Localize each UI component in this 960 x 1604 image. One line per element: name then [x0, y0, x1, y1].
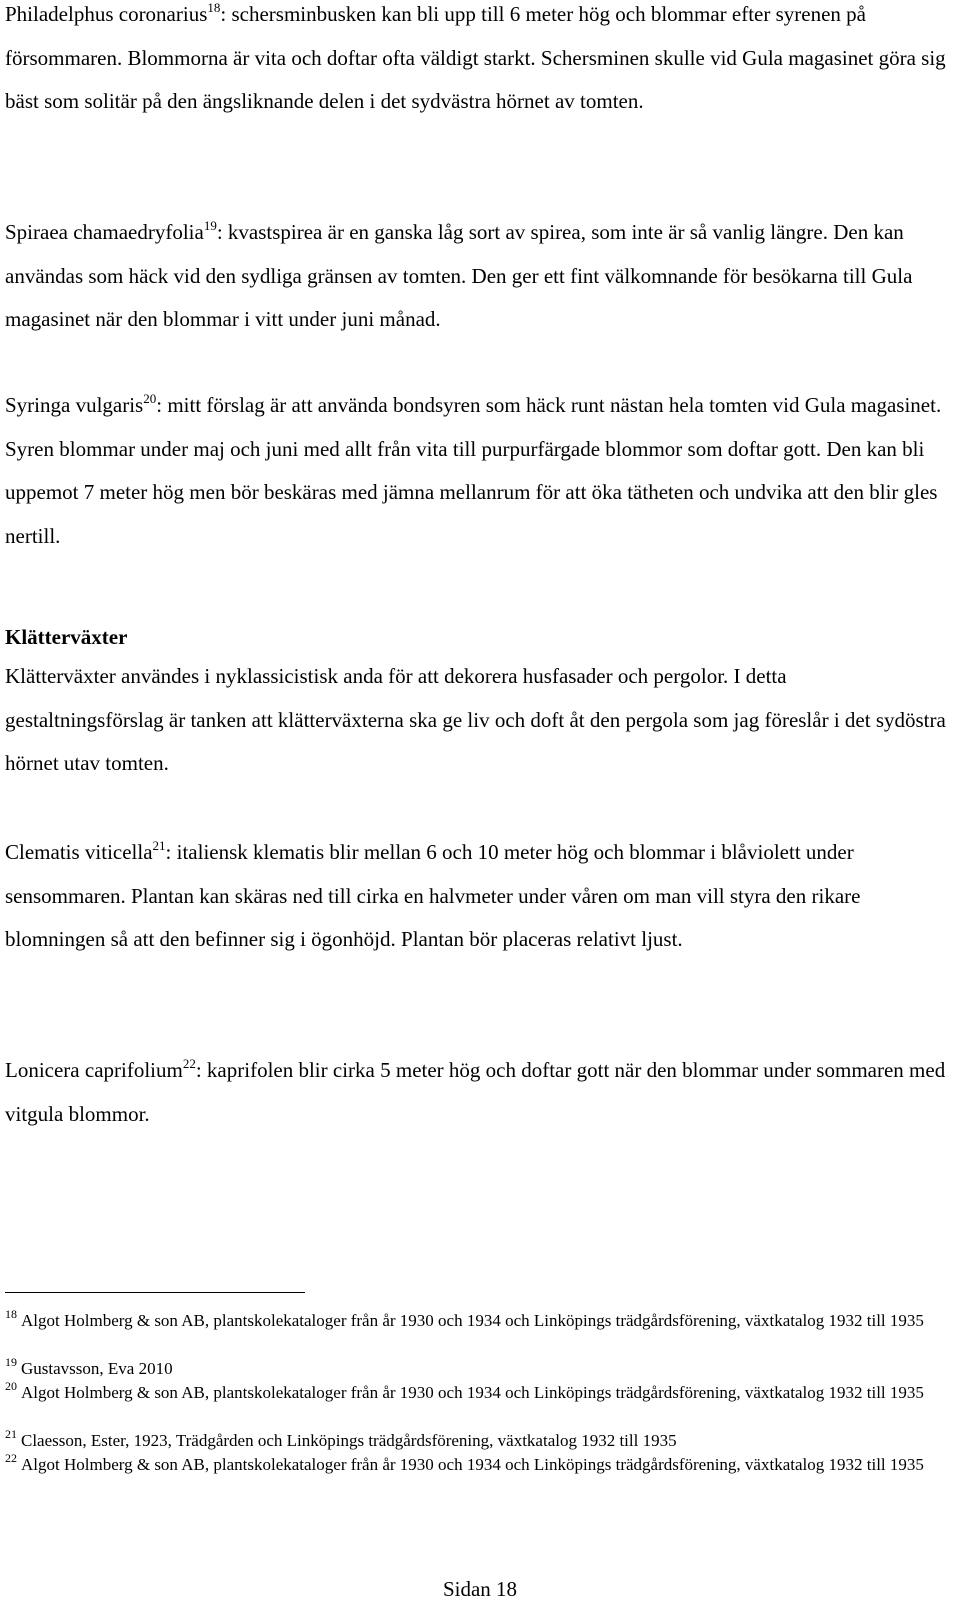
plant-name: Spiraea chamaedryfolia [5, 220, 204, 244]
footnote-text: Gustavsson, Eva 2010 [21, 1359, 173, 1378]
footnote-ref[interactable]: 21 [152, 838, 166, 853]
footnote [5, 1381, 950, 1405]
footnote-text: Algot Holmberg & son AB, plantskolekataloger från år 1930 och 1934 och Linköpings trädgårdsförening, växtkatalog 1932 till 1935 [21, 1383, 924, 1402]
footnote-ref[interactable]: 19 [203, 218, 217, 233]
footnote-number: 20 [5, 1379, 17, 1393]
paragraph-philadelphus [5, 0, 950, 124]
footnote [5, 1453, 950, 1477]
footnote-text: Algot Holmberg & son AB, plantskolekataloger från år 1930 och 1934 och Linköpings trädgårdsförening, växtkatalog 1932 till 1935 [21, 1311, 924, 1330]
footnote-ref[interactable]: 22 [182, 1056, 196, 1071]
paragraph-syringa [5, 384, 950, 558]
section-intro: Klätterväxter användes i nyklassicistisk anda för att dekorera husfasader och pergolor. I detta gestaltningsförslag är tanken att klätterväxterna ska ge liv och doft åt den pergola som jag föreslår i det sydöstra hörnet utav tomten. [5, 664, 946, 775]
paragraph-spiraea [5, 211, 950, 342]
paragraph-lonicera [5, 1049, 950, 1136]
section-heading: Klätterväxter [5, 625, 128, 649]
paragraph-text: : schersminbusken kan bli upp till 6 meter hög och blommar efter syrenen på försommaren. Blommorna är vita och doftar ofta väldigt starkt. Schersminen skulle vid Gula magasinet göra sig bäst som solitär på den ängsliknande delen i det sydvästra hörnet av tomten. [5, 2, 946, 113]
footnote-ref[interactable]: 20 [143, 391, 157, 406]
footnote-number: 19 [5, 1355, 17, 1369]
paragraph-text: : kaprifolen blir cirka 5 meter hög och doftar gott när den blommar under sommaren med vitgula blommor. [5, 1058, 946, 1126]
paragraph-text: : mitt förslag är att använda bondsyren som häck runt nästan hela tomten vid Gula magasinet. Syren blommar under maj och juni med allt från vita till purpurfärgade blommor som doftar gott. Den kan bli uppemot 7 meter hög men bör beskäras med jämna mellanrum för att öka tätheten och undvika att den blir gles nertill. [5, 393, 942, 548]
footnote-number: 22 [5, 1451, 17, 1465]
footnote-text: Claesson, Ester, 1923, Trädgården och Linköpings trädgårdsförening, växtkatalog 1932 till 1935 [21, 1431, 677, 1450]
paragraph-text: : kvastspirea är en ganska låg sort av spirea, som inte är så vanlig längre. Den kan användas som häck vid den sydliga gränsen av tomten. Den ger ett fint välkomnande för besökarna till Gula magasinet när den blommar i vitt under juni månad. [5, 220, 913, 331]
footnote-number: 18 [5, 1307, 17, 1321]
footnote [5, 1309, 950, 1333]
footnote [5, 1429, 950, 1453]
plant-name: Philadelphus coronarius [5, 2, 208, 26]
footnote-text: Algot Holmberg & son AB, plantskolekataloger från år 1930 och 1934 och Linköpings trädgårdsförening, växtkatalog 1932 till 1935 [21, 1455, 924, 1474]
plant-name: Clematis viticella [5, 840, 153, 864]
plant-name: Syringa vulgaris [5, 393, 144, 417]
footnote [5, 1357, 950, 1381]
footnote-number: 21 [5, 1427, 17, 1441]
footnote-ref[interactable]: 18 [207, 0, 221, 15]
page-number: Sidan 18 [442, 1577, 518, 1601]
footnote-separator [5, 1292, 305, 1293]
plant-name: Lonicera caprifolium [5, 1058, 183, 1082]
paragraph-clematis [5, 831, 950, 962]
paragraph-text: : italiensk klematis blir mellan 6 och 10 meter hög och blommar i blåviolett under sensommaren. Plantan kan skäras ned till cirka en halvmeter under våren om man vill styra den rikare blomningen så att den befinner sig i ögonhöjd. Plantan bör placeras relativt ljust. [5, 840, 861, 951]
